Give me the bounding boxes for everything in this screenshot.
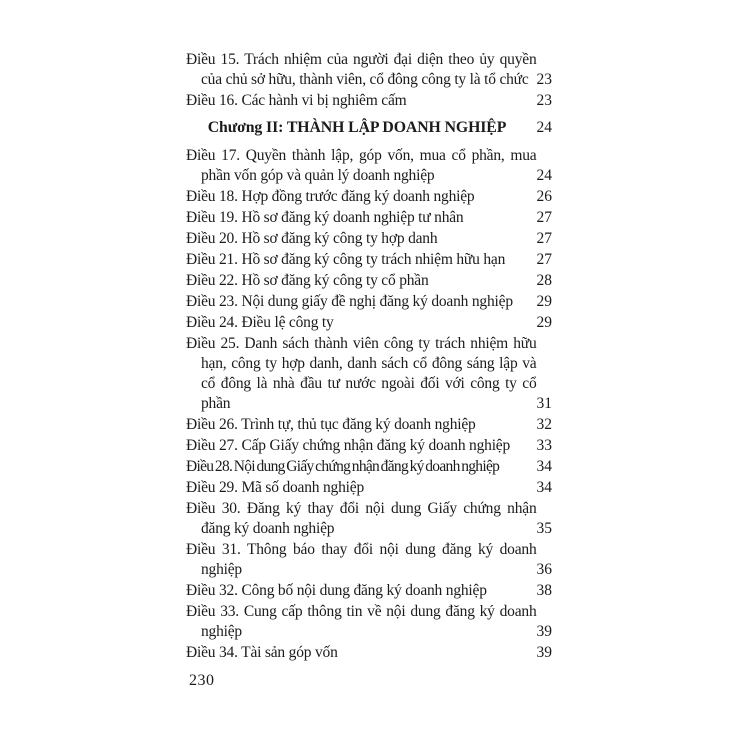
toc-entry <box>186 334 552 414</box>
toc-entry-text: Điều 22. Hồ sơ đăng ký công ty cổ phần <box>186 272 429 289</box>
toc-entry <box>186 415 552 435</box>
toc-entry <box>186 50 552 90</box>
toc-entry-page-number: 29 <box>536 314 552 331</box>
toc-entry <box>186 643 552 663</box>
toc-entry <box>186 457 552 477</box>
toc-entry-page-number: 27 <box>536 230 552 247</box>
toc-entry-page-number: 29 <box>536 293 552 310</box>
toc-entry <box>186 478 552 498</box>
toc-entry <box>186 271 552 291</box>
toc-entry <box>186 313 552 333</box>
toc-entry-text: Điều 33. Cung cấp thông tin về nội dung đăng ký doanh nghiệp <box>186 603 537 640</box>
toc-entry-page-number: 33 <box>536 437 552 454</box>
toc-entry-text: Điều 25. Danh sách thành viên công ty trách nhiệm hữu hạn, công ty hợp danh, danh sách cổ đông sáng lập và cổ đông là nhà đầu tư nước ngoài đối với công ty cổ phần <box>186 335 537 412</box>
toc-entry-page-number: 39 <box>536 623 552 640</box>
toc-entry-page-number: 26 <box>536 188 552 205</box>
toc-entry-page-number: 34 <box>536 479 552 496</box>
toc-entry <box>186 91 552 111</box>
toc-entry <box>186 187 552 207</box>
footer-page-number: 230 <box>189 672 215 689</box>
toc-entry-page-number: 31 <box>536 395 552 412</box>
toc-entry-page-number: 24 <box>536 167 552 184</box>
toc-entry-text: Điều 15. Trách nhiệm của người đại diện theo ủy quyền của chủ sở hữu, thành viên, cổ đông công ty là tổ chức <box>186 51 537 88</box>
toc-entry <box>186 208 552 228</box>
toc-entry-text: Điều 19. Hồ sơ đăng ký doanh nghiệp tư nhân <box>186 209 464 226</box>
toc-entry-text: Điều 18. Hợp đồng trước đăng ký doanh nghiệp <box>186 188 475 205</box>
toc-entry-page-number: 39 <box>536 644 552 661</box>
toc-list <box>186 50 552 664</box>
toc-entry-page-number: 32 <box>536 416 552 433</box>
toc-entry-text: Điều 17. Quyền thành lập, góp vốn, mua cổ phần, mua phần vốn góp và quản lý doanh nghiệp <box>186 147 537 184</box>
toc-entry-text: Chương II: THÀNH LẬP DOANH NGHIỆP <box>207 119 507 136</box>
toc-entry-page-number: 27 <box>536 209 552 226</box>
toc-entry <box>186 581 552 601</box>
toc-entry-text: Điều 34. Tài sản góp vốn <box>186 644 338 661</box>
toc-entry <box>186 540 552 580</box>
toc-entry-page-number: 28 <box>536 272 552 289</box>
toc-entry-text: Điều 27. Cấp Giấy chứng nhận đăng ký doanh nghiệp <box>186 437 511 454</box>
toc-entry <box>186 436 552 456</box>
toc-entry-text: Điều 29. Mã số doanh nghiệp <box>186 479 364 496</box>
toc-entry-page-number: 38 <box>536 582 552 599</box>
toc-entry-page-number: 36 <box>536 561 552 578</box>
toc-entry-page-number: 23 <box>536 92 552 109</box>
toc-entry-text: Điều 23. Nội dung giấy đề nghị đăng ký doanh nghiệp <box>186 293 513 310</box>
toc-entry-page-number: 23 <box>536 71 552 88</box>
toc-entry <box>186 292 552 312</box>
toc-entry-page-number: 35 <box>536 520 552 537</box>
toc-entry-text: Điều 28. Nội dung Giấy chứng nhận đăng ký doanh nghiệp <box>186 458 500 475</box>
toc-chapter-heading <box>186 118 552 138</box>
toc-entry <box>186 229 552 249</box>
toc-entry-text: Điều 30. Đăng ký thay đổi nội dung Giấy chứng nhận đăng ký doanh nghiệp <box>186 500 537 537</box>
toc-entry-page-number: 24 <box>536 119 552 136</box>
toc-entry-page-number: 27 <box>536 251 552 268</box>
toc-entry-text: Điều 32. Công bố nội dung đăng ký doanh nghiệp <box>186 582 487 599</box>
toc-entry-text: Điều 21. Hồ sơ đăng ký công ty trách nhiệm hữu hạn <box>186 251 506 268</box>
toc-entry <box>186 499 552 539</box>
toc-entry <box>186 250 552 270</box>
toc-entry-text: Điều 31. Thông báo thay đổi nội dung đăng ký doanh nghiệp <box>186 541 537 578</box>
toc-entry-text: Điều 20. Hồ sơ đăng ký công ty hợp danh <box>186 230 438 247</box>
toc-entry <box>186 602 552 642</box>
toc-entry <box>186 146 552 186</box>
toc-entry-text: Điều 16. Các hành vi bị nghiêm cấm <box>186 92 407 109</box>
toc-entry-text: Điều 26. Trình tự, thủ tục đăng ký doanh nghiệp <box>186 416 476 433</box>
toc-entry-page-number: 34 <box>536 458 552 475</box>
toc-entry-text: Điều 24. Điều lệ công ty <box>186 314 334 331</box>
